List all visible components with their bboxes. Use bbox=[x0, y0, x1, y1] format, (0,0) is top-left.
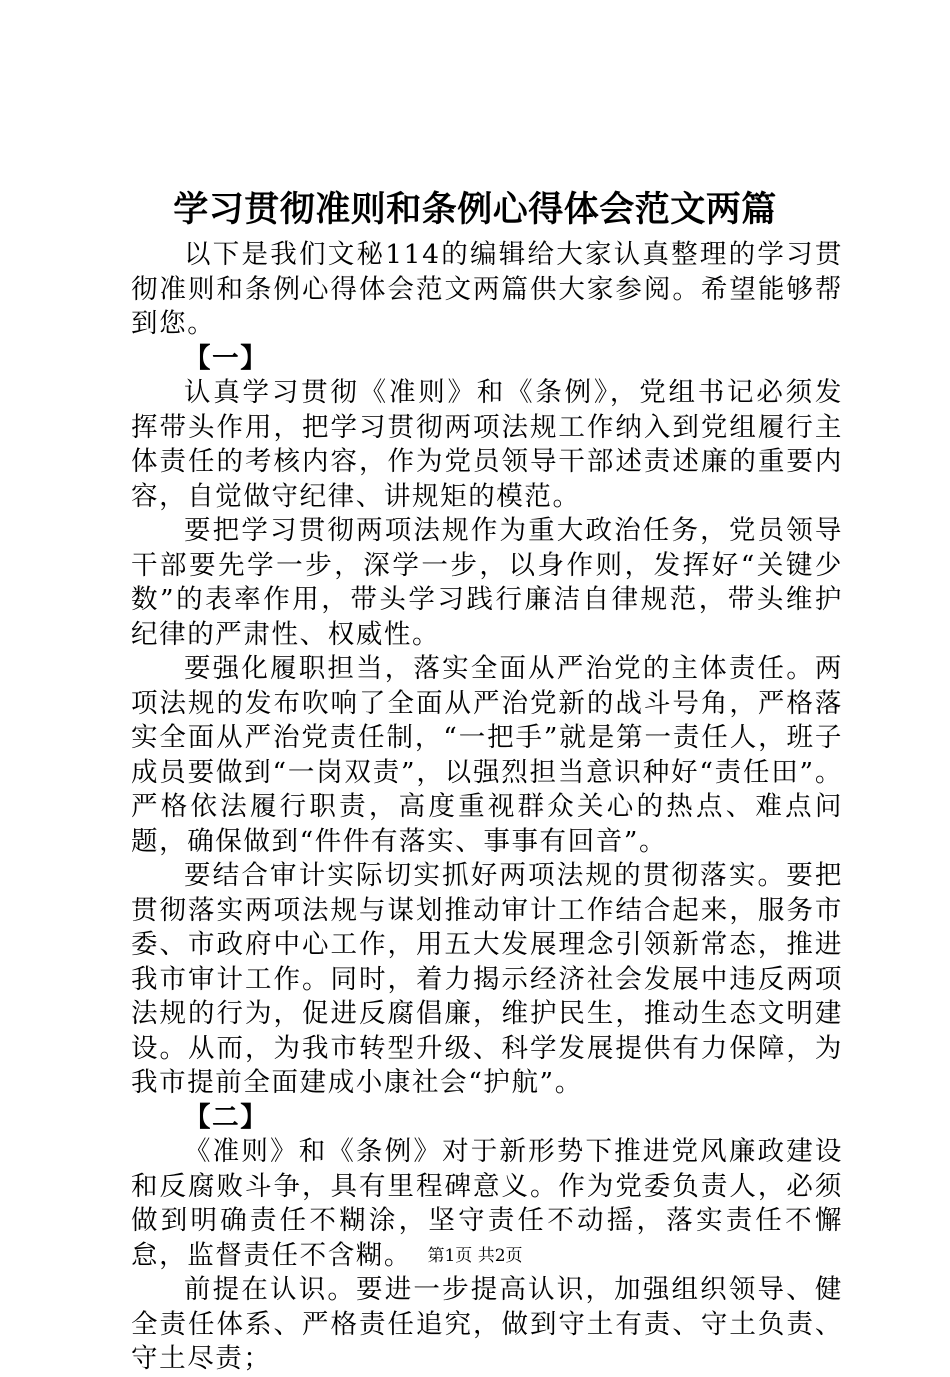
section-heading-2: 【二】 bbox=[184, 1101, 269, 1133]
body-paragraph: 要强化履职担当，落实全面从严治党的主体责任。两项法规的发布吹响了全面从严治党新的战斗号角，严格落实全面从严治党责任制，“一把手”就是第一责任人，班子成员要做到“一岗双责”，以强烈担当意识种好“责任田”。严格依法履行职责，高度重视群众关心的热点、难点问题，确保做到“件件有落实、事事有回音”。 bbox=[131, 653, 843, 857]
body-paragraph: 要结合审计实际切实抓好两项法规的贯彻落实。要把贯彻落实两项法规与谋划推动审计工作结合起来，服务市委、市政府中心工作，用五大发展理念引领新常态，推进我市审计工作。同时，着力揭示经济社会发展中违反两项法规的行为，促进反腐倡廉，维护民生，推动生态文明建设。从而，为我市转型升级、科学发展提供有力保障，为我市提前全面建成小康社会“护航”。 bbox=[131, 860, 843, 1098]
section-heading-1: 【一】 bbox=[184, 342, 269, 374]
body-paragraph: 认真学习贯彻《准则》和《条例》，党组书记必须发挥带头作用，把学习贯彻两项法规工作纳入到党组履行主体责任的考核内容，作为党员领导干部述责述廉的重要内容，自觉做守纪律、讲规矩的模范。 bbox=[131, 377, 843, 512]
body-paragraph: 前提在认识。要进一步提高认识，加强组织领导、健全责任体系、严格责任追究，做到守土有责、守土负责、守土尽责； bbox=[131, 1274, 843, 1374]
page-footer: 第1页 共2页 bbox=[427, 1246, 523, 1266]
document-body bbox=[131, 238, 843, 1377]
body-paragraph: 《准则》和《条例》对于新形势下推进党风廉政建设和反腐败斗争，具有里程碑意义。作为党委负责人，必须做到明确责任不糊涂，坚守责任不动摇，落实责任不懈怠，监督责任不含糊。 bbox=[131, 1136, 843, 1271]
intro-paragraph: 以下是我们文秘114的编辑给大家认真整理的学习贯彻准则和条例心得体会范文两篇供大家参阅。希望能够帮到您。 bbox=[131, 239, 843, 339]
body-paragraph: 要把学习贯彻两项法规作为重大政治任务，党员领导干部要先学一步，深学一步，以身作则，发挥好“关键少数”的表率作用，带头学习践行廉洁自律规范，带头维护纪律的严肃性、权威性。 bbox=[131, 515, 843, 650]
document-title: 学习贯彻准则和条例心得体会范文两篇 bbox=[173, 189, 777, 230]
